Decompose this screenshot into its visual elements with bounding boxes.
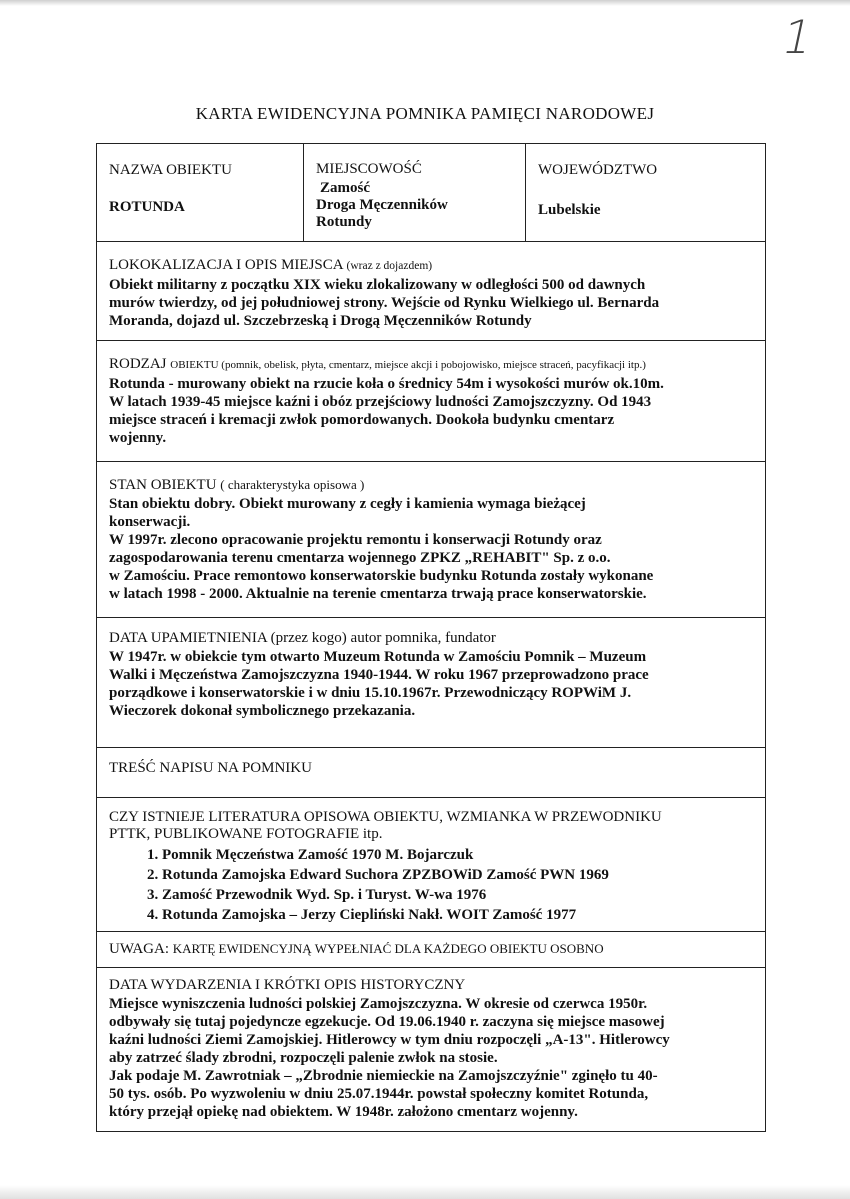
label-line: PTTK, PUBLIKOWANE FOTOGRAFIE itp.	[109, 826, 383, 842]
scan-edge-bottom	[0, 1185, 850, 1199]
history-section	[97, 968, 765, 1132]
text-line: Wieczorek dokonał symbolicznego przekazania.	[109, 703, 416, 719]
place-line: Zamość	[320, 180, 370, 196]
literature-item: 2. Rotunda Zamojska Edward Suchora ZPZBOWiD Zamość PWN 1969	[162, 865, 757, 885]
text-line: Jak podaje M. Zawrotniak – „Zbrodnie niemieckie na Zamojszczyźnie" zginęło tu 40-	[109, 1068, 658, 1084]
place-line: Droga Męczenników	[316, 197, 448, 213]
location-section	[97, 242, 765, 341]
document-title: KARTA EWIDENCYJNA POMNIKA PAMIĘCI NARODOWEJ	[195, 104, 655, 123]
type-label-text: RODZAJ	[109, 356, 167, 372]
place-label: MIEJSCOWOŚĆ	[316, 161, 422, 177]
literature-label	[109, 809, 757, 843]
object-name-cell	[97, 144, 303, 241]
text-line: który przejął opiekę nad obiektem. W 1948r. założono cmentarz wojenny.	[109, 1104, 578, 1120]
literature-item: 3. Zamość Przewodnik Wyd. Sp. i Turyst. W-wa 1976	[162, 885, 757, 905]
province-label: WOJEWÓDZTWO	[538, 162, 658, 178]
text-line: miejsce straceń i kremacji zwłok pomordowanych. Dookoła budynku cmentarz	[109, 412, 615, 428]
condition-text	[109, 495, 757, 603]
text-line: zagospodarowania terenu cmentarza wojennego ZPKZ „REHABIT" Sp. z o.o.	[109, 550, 611, 566]
text-line: w latach 1998 - 2000. Aktualnie na terenie cmentarza trwają prace konserwatorskie.	[109, 586, 647, 602]
literature-item: 4. Rotunda Zamojska – Jerzy Ciepliński Nakł. WOIT Zamość 1977	[162, 905, 757, 925]
text-line: W latach 1939-45 miejsce kaźni i obóz przejściowy ludności Zamojszczyzny. Od 1943	[109, 394, 652, 410]
scan-edge-top	[0, 0, 850, 6]
text-line: Walki i Męczeństwa Zamojszczyzna 1940-1944. W roku 1967 przeprowadzono prace	[109, 667, 649, 683]
handwritten-page-number: 1	[777, 10, 819, 64]
text-line: kaźni ludności Ziemi Zamojskiej. Hitlerowcy w tym dniu rozpoczęli „A-13". Hitlerowcy	[109, 1032, 670, 1048]
text-line: Moranda, dojazd ul. Szczebrzeską i Drogą Męczenników Rotundy	[109, 313, 532, 329]
text-line: odbywały się tutaj pojedyncze egzekucje. Od 19.06.1940 r. zaczyna się miejsce masowej	[109, 1014, 665, 1030]
location-label	[109, 257, 757, 275]
object-name-label: NAZWA OBIEKTU	[109, 162, 232, 178]
province-cell	[525, 144, 765, 241]
history-text	[109, 995, 757, 1121]
note-label	[109, 940, 757, 958]
condition-label	[109, 476, 757, 494]
inscription-label: TREŚĆ NAPISU NA POMNIKU	[109, 760, 312, 776]
place-value	[316, 180, 517, 231]
literature-list	[109, 845, 757, 925]
place-line: Rotundy	[316, 214, 372, 230]
type-section	[97, 341, 765, 462]
label-line: CZY ISTNIEJE LITERATURA OPISOWA OBIEKTU, WZMIANKA W PRZEWODNIKU	[109, 809, 662, 825]
text-line: Rotunda - murowany obiekt na rzucie koła o średnicy 54m i wysokości murów ok.10m.	[109, 376, 664, 392]
location-label-note: (wraz z dojazdem)	[346, 260, 433, 272]
location-text	[109, 276, 757, 330]
text-line: w Zamościu. Prace remontowo konserwatorskie budynku Rotunda zostały wykonane	[109, 568, 654, 584]
text-line: 50 tys. osób. Po wyzwoleniu w dniu 25.07.1944r. powstał społeczny komitet Rotunda,	[109, 1086, 649, 1102]
commemoration-label: DATA UPAMIETNIENIA (przez kogo) autor pomnika, fundator	[109, 630, 496, 646]
text-line: W 1997r. zlecono opracowanie projektu remontu i konserwacji Rotundy oraz	[109, 532, 602, 548]
history-label: DATA WYDARZENIA I KRÓTKI OPIS HISTORYCZNY	[109, 977, 466, 993]
province-value: Lubelskie	[538, 202, 601, 218]
text-line: konserwacji.	[109, 514, 191, 530]
record-form	[96, 143, 766, 1132]
commemoration-text	[109, 648, 757, 720]
text-line: W 1947r. w obiekcie tym otwarto Muzeum Rotunda w Zamościu Pomnik – Muzeum	[109, 649, 647, 665]
object-name-value: ROTUNDA	[109, 199, 185, 215]
type-label	[109, 356, 757, 374]
text-line: Obiekt militarny z początku XIX wieku zlokalizowany w odległości 500 od dawnych	[109, 277, 646, 293]
text-line: aby zatrzeć ślady zbrodni, rozpoczęli palenie zwłok na stosie.	[109, 1050, 498, 1066]
text-line: wojenny.	[109, 430, 167, 446]
note-section	[97, 932, 765, 968]
text-line: Stan obiektu dobry. Obiekt murowany z cegły i kamienia wymaga bieżącej	[109, 496, 586, 512]
text-line: murów twierdzy, od jej południowej strony. Wejście od Rynku Wielkiego ul. Bernarda	[109, 295, 660, 311]
type-label-note: OBIEKTU (pomnik, obelisk, płyta, cmentarz, miejsce akcji i pobojowisko, miejsce straceń, pacyfikacji itp.)	[170, 359, 646, 371]
condition-label-note: ( charakterystyka opisowa )	[220, 477, 365, 492]
commemoration-section	[97, 618, 765, 748]
literature-item: 1. Pomnik Męczeństwa Zamość 1970 M. Bojarczuk	[162, 845, 757, 865]
condition-section	[97, 462, 765, 618]
text-line: porządkowe i konserwatorskie i w dniu 15.10.1967r. Przewodniczący ROPWiM J.	[109, 685, 632, 701]
condition-label-text: STAN OBIEKTU	[109, 477, 217, 493]
note-text: KARTĘ EWIDENCYJNĄ WYPEŁNIAĆ DLA KAŻDEGO OBIEKTU OSOBNO	[172, 941, 604, 956]
note-prefix: UWAGA:	[109, 941, 169, 957]
literature-section	[97, 798, 765, 932]
header-row	[97, 144, 765, 242]
text-line: Miejsce wyniszczenia ludności polskiej Zamojszczyzna. W okresie od czerwca 1950r.	[109, 996, 648, 1012]
inscription-section	[97, 748, 765, 798]
place-cell	[303, 144, 525, 241]
type-text	[109, 375, 757, 447]
location-label-text: LOKOKALIZACJA I OPIS MIEJSCA	[109, 257, 343, 273]
